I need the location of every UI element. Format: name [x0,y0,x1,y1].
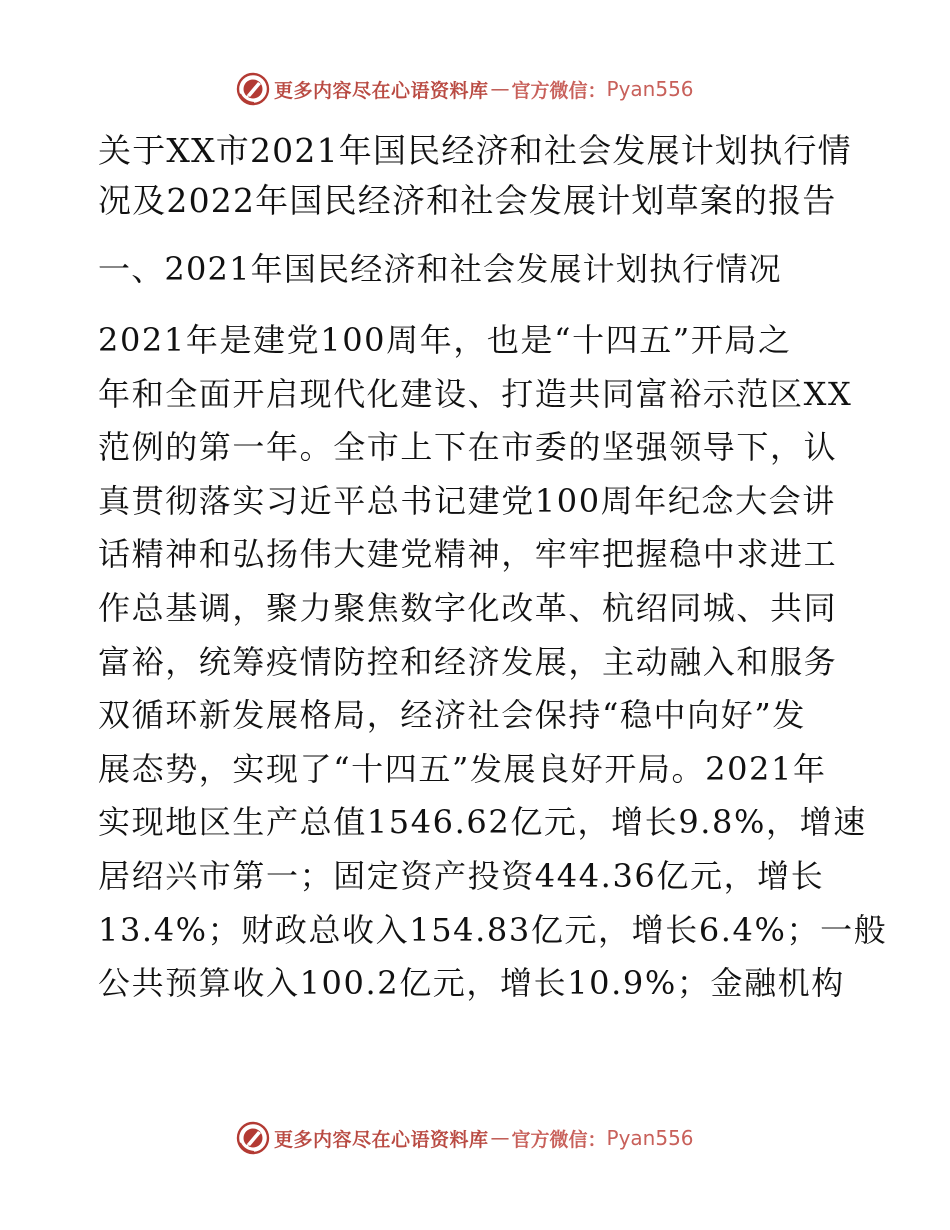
body-line: 年和全面开启现代化建设、打造共同富裕示范区XX [98,374,853,413]
body-line: 居绍兴市第一；固定资产投资444.36亿元，增长 [98,856,825,895]
title-line: 况及2022年国民经济和社会发展计划草案的报告 [98,181,837,220]
watermark-sub-text: 官方微信： [511,79,607,102]
section-heading: 一、2021年国民经济和社会发展计划执行情况 [98,250,782,288]
title-line: 关于XX市2021年国民经济和社会发展计划执行情 [98,131,852,170]
watermark-sub-text: 官方微信： [511,1128,607,1151]
document-body [98,126,888,1011]
watermark-account: Pyan556 [606,77,694,101]
body-line: 2021年是建党100周年，也是“十四五”开局之 [98,321,792,359]
watermark-header [236,72,694,106]
watermark-dash: — [490,78,510,100]
pen-circle-logo-icon [236,1121,270,1155]
body-line: 真贯彻落实习近平总书记建党100周年纪念大会讲 [98,481,836,520]
watermark-main-text: 更多内容尽在心语资料库 [274,79,489,102]
pen-circle-logo-icon [236,72,270,106]
body-line: 作总基调，聚力聚焦数字化改革、杭绍同城、共同 [98,588,838,627]
watermark-account: Pyan556 [606,1126,694,1150]
body-line: 话精神和弘扬伟大建党精神，牢牢把握稳中求进工 [98,535,838,574]
watermark-footer [236,1121,694,1155]
body-line: 双循环新发展格局，经济社会保持“稳中向好”发 [98,696,806,735]
body-line: 实现地区生产总值1546.62亿元，增长9.8%，增速 [98,803,867,842]
body-line: 13.4%；财政总收入154.83亿元，增长6.4%；一般 [98,910,888,949]
document-title [98,126,858,226]
body-paragraph [98,314,888,1011]
watermark-main-text: 更多内容尽在心语资料库 [274,1128,489,1151]
watermark-dash: — [490,1127,510,1149]
body-line: 范例的第一年。全市上下在市委的坚强领导下，认 [98,428,838,467]
body-line: 公共预算收入100.2亿元，增长10.9%；金融机构 [98,964,845,1003]
body-line: 展态势，实现了“十四五”发展良好开局。2021年 [98,749,827,788]
body-line: 富裕，统筹疫情防控和经济发展，主动融入和服务 [98,642,838,681]
